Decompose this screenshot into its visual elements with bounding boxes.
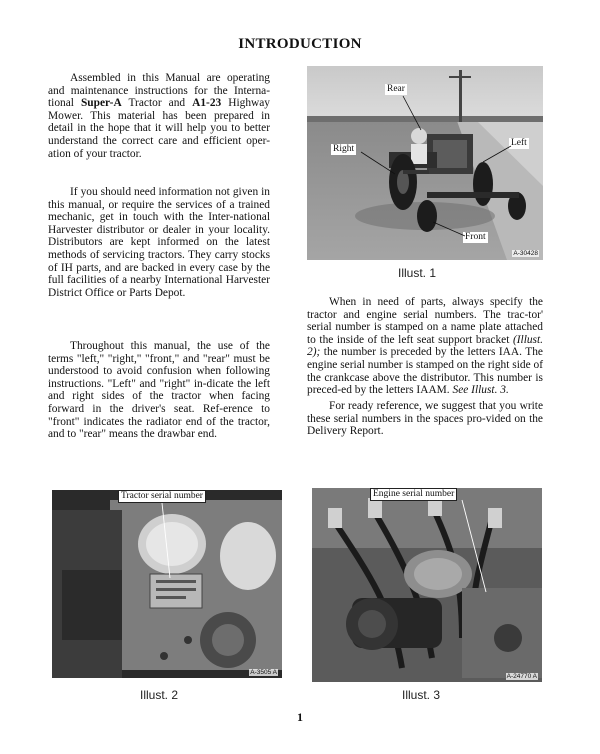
illust-2-photo xyxy=(52,490,282,678)
tractor-serial-label: Tractor serial number xyxy=(118,490,206,503)
label-left: Left xyxy=(511,138,527,148)
model-a1-23: A1-23 xyxy=(192,97,222,110)
service-paragraph: If you should need information not given in this manual, or require the services of a trained mechanic, get in touch with the Inter-national Harvester distributor or dealer in your locality. Distributors are kept informed on the latest methods of servicing tractors. They carry stocks of IH parts, and are backed in every case by the full facilities of a nearby International Harvester District Office or Parts Depot. xyxy=(48,186,270,299)
page-number: 1 xyxy=(297,710,303,724)
intro-text-c: Highway Mower. This material has been prepared in detail in the hope that it will help you to better understand the correct care and efficient oper-ation of your tractor. xyxy=(48,97,270,160)
label-right: Right xyxy=(333,144,355,154)
illust-2-reference: (Illust. 2); xyxy=(307,333,543,359)
illust-1-caption: Illust. 1 xyxy=(398,266,437,280)
intro-text-a: Assembled in this Manual are operating and maintenance instructions for the Interna-tional xyxy=(48,72,270,110)
illust-3-leader-line xyxy=(312,488,542,682)
directions-paragraph: Throughout this manual, the use of the terms "left," "right," "front," and "rear" must be understood to avoid confusion when following instructions. "Left" and "right" in-dicate the left and right sides of the tractor when facing forward in the driver's seat. Ref-erence to "front" indicates the radiator end of the tractor, and to "rear" means the drawbar end. xyxy=(48,340,270,441)
intro-paragraph xyxy=(48,72,270,160)
model-super-a: Super-A xyxy=(80,97,122,110)
illust-1-leader-lines xyxy=(307,66,543,260)
engine-serial-label: Engine serial number xyxy=(370,488,457,501)
illust-2-leader-line xyxy=(52,490,282,678)
illust-1-photo xyxy=(307,66,543,260)
illust-2-photo-number: A-3505 A xyxy=(250,669,277,676)
illust-3-caption: Illust. 3 xyxy=(402,688,441,702)
illust-3-photo xyxy=(312,488,542,682)
illust-2-caption: Illust. 2 xyxy=(140,688,179,702)
illust-3-photo-number: A-24770 A xyxy=(506,673,537,680)
reference-paragraph: For ready reference, we suggest that you write these serial numbers in the spaces pro-vided on the Delivery Report. xyxy=(307,400,543,438)
parts-paragraph xyxy=(307,296,543,397)
parts-text-b: the number is preceded by the letters IAA. The engine serial number is stamped on the right side of the crankcase above the distributor. This number is preced-ed by the letters IAAM. xyxy=(307,346,543,397)
illust-1-photo-number: A-30428 xyxy=(513,250,538,257)
label-front: Front xyxy=(465,232,486,242)
label-rear: Rear xyxy=(387,84,405,94)
intro-text-b: Tractor and xyxy=(121,97,193,110)
illust-3-reference: See Illust. 3. xyxy=(452,384,509,397)
page-title: INTRODUCTION xyxy=(238,36,362,52)
parts-text-a: When in need of parts, always specify the tractor and engine serial numbers. The trac-tor' serial number is stamped on a name plate attached to the inside of the left seat support bracket xyxy=(307,296,543,346)
